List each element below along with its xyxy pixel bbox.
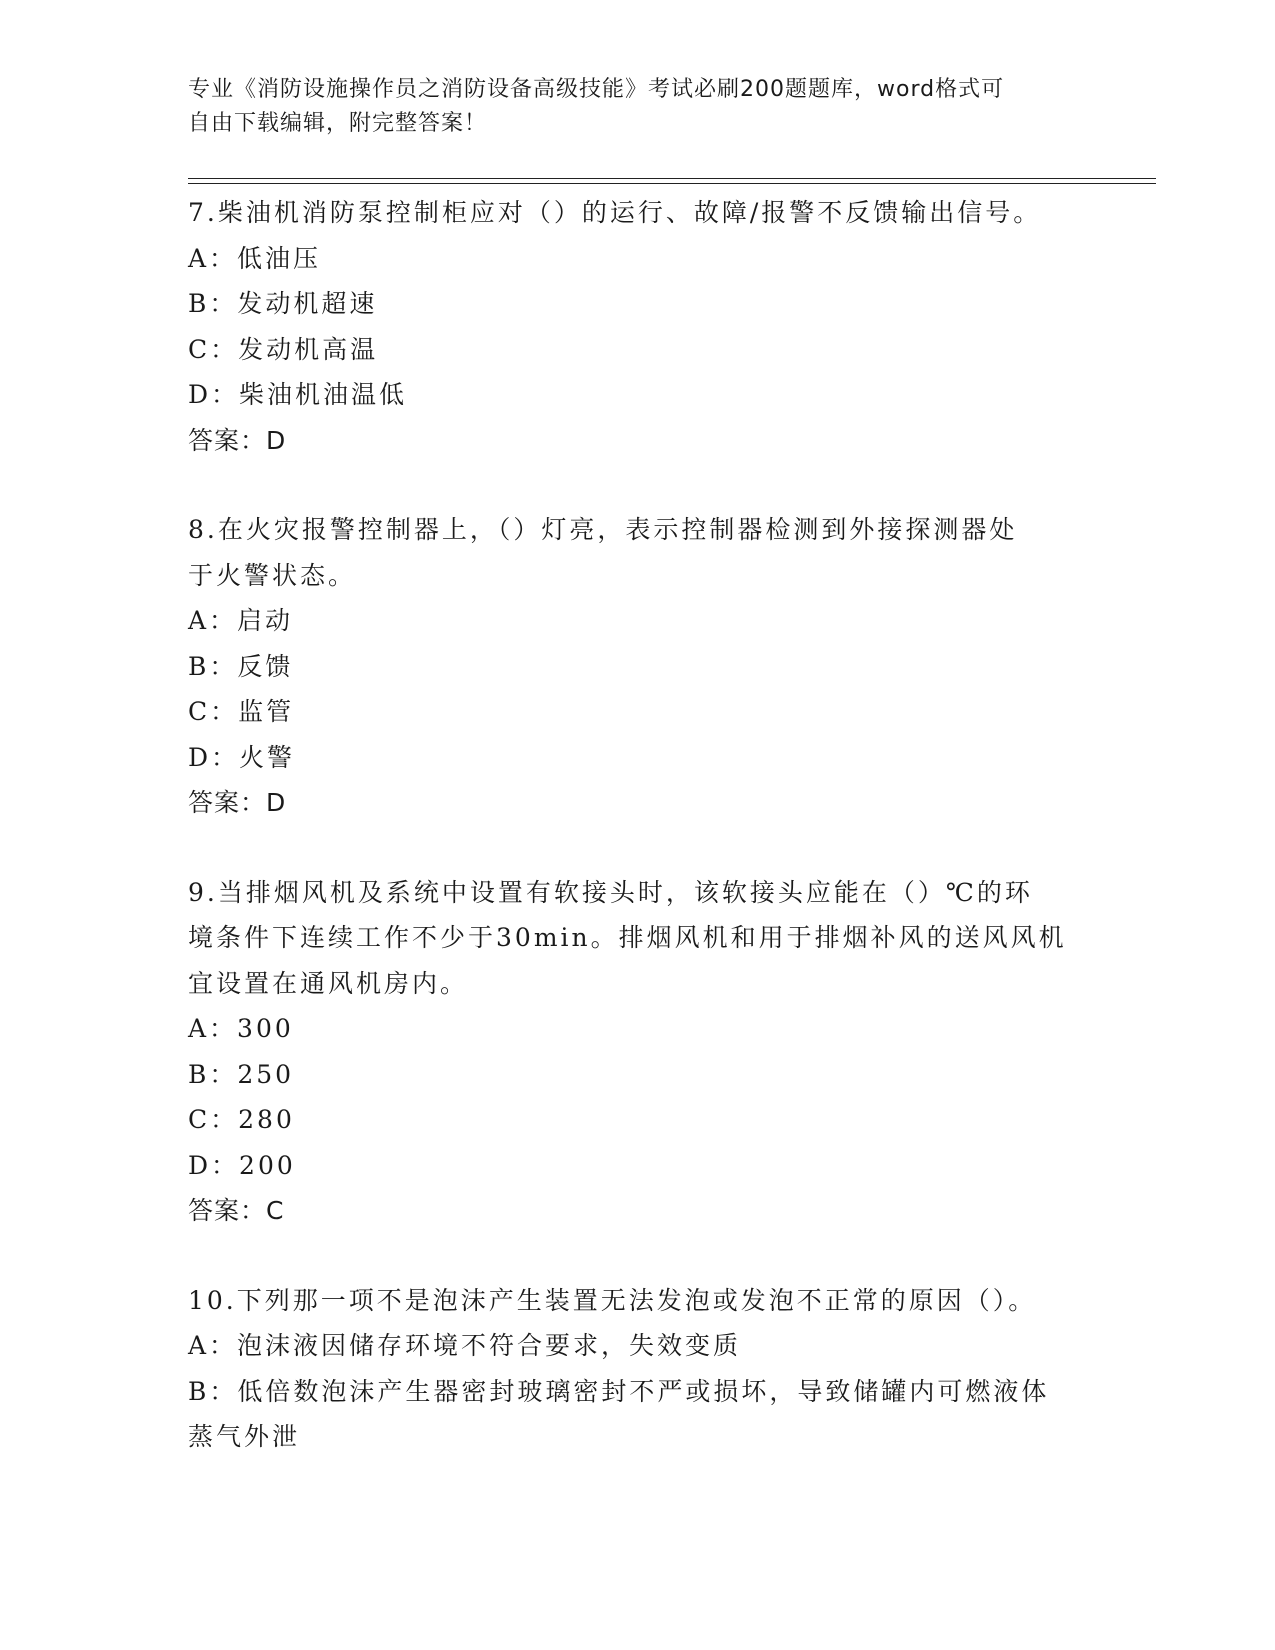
header-line-1: 专业《消防设施操作员之消防设备高级技能》考试必刷200题题库，word格式可 <box>188 77 1005 102</box>
header-divider-bottom <box>188 183 1156 184</box>
option-b: B：低倍数泡沫产生器密封玻璃密封不严或损坏，导致储罐内可燃液体 <box>188 1376 1050 1406</box>
option-c: C：发动机高温 <box>188 334 379 364</box>
option-d: D：200 <box>188 1150 296 1180</box>
question-text-continued: 于火警状态。 <box>188 560 357 590</box>
option-d: D：火警 <box>188 742 296 772</box>
option-b: B：250 <box>188 1059 295 1089</box>
question-text-continued: 境条件下连续工作不少于30min。排烟风机和用于排烟补风的送风风机 <box>188 923 1067 952</box>
option-c: C：280 <box>188 1105 295 1134</box>
answer: 答案：C <box>188 1196 285 1225</box>
question-9 <box>188 870 1088 1234</box>
header-divider-top <box>188 178 1156 179</box>
document-header <box>188 73 1068 141</box>
answer: 答案：D <box>188 425 287 455</box>
option-b-continued: 蒸气外泄 <box>188 1422 301 1451</box>
option-a: A：泡沫液因储存环境不符合要求，失效变质 <box>188 1331 742 1360</box>
option-d: D：柴油机油温低 <box>188 380 408 409</box>
question-8 <box>188 507 1088 826</box>
option-c: C：监管 <box>188 697 295 726</box>
question-text: 9.当排烟风机及系统中设置有软接头时，该软接头应能在（）℃的环 <box>188 877 1033 907</box>
question-list <box>188 190 1088 1504</box>
option-a: A：300 <box>188 1014 294 1043</box>
question-text: 8.在火灾报警控制器上，（）灯亮，表示控制器检测到外接探测器处 <box>188 515 1018 544</box>
question-text-continued: 宜设置在通风机房内。 <box>188 968 469 998</box>
question-7 <box>188 190 1088 463</box>
option-a: A：低油压 <box>188 243 322 273</box>
option-b: B：反馈 <box>188 651 294 681</box>
question-text: 7.柴油机消防泵控制柜应对（）的运行、故障/报警不反馈输出信号。 <box>188 198 1042 227</box>
header-line-2: 自由下载编辑，附完整答案！ <box>188 111 488 136</box>
option-a: A：启动 <box>188 606 294 635</box>
option-b: B：发动机超速 <box>188 289 378 318</box>
answer: 答案：D <box>188 788 287 817</box>
question-10 <box>188 1278 1088 1460</box>
question-text: 10.下列那一项不是泡沫产生装置无法发泡或发泡不正常的原因（）。 <box>188 1285 1037 1315</box>
